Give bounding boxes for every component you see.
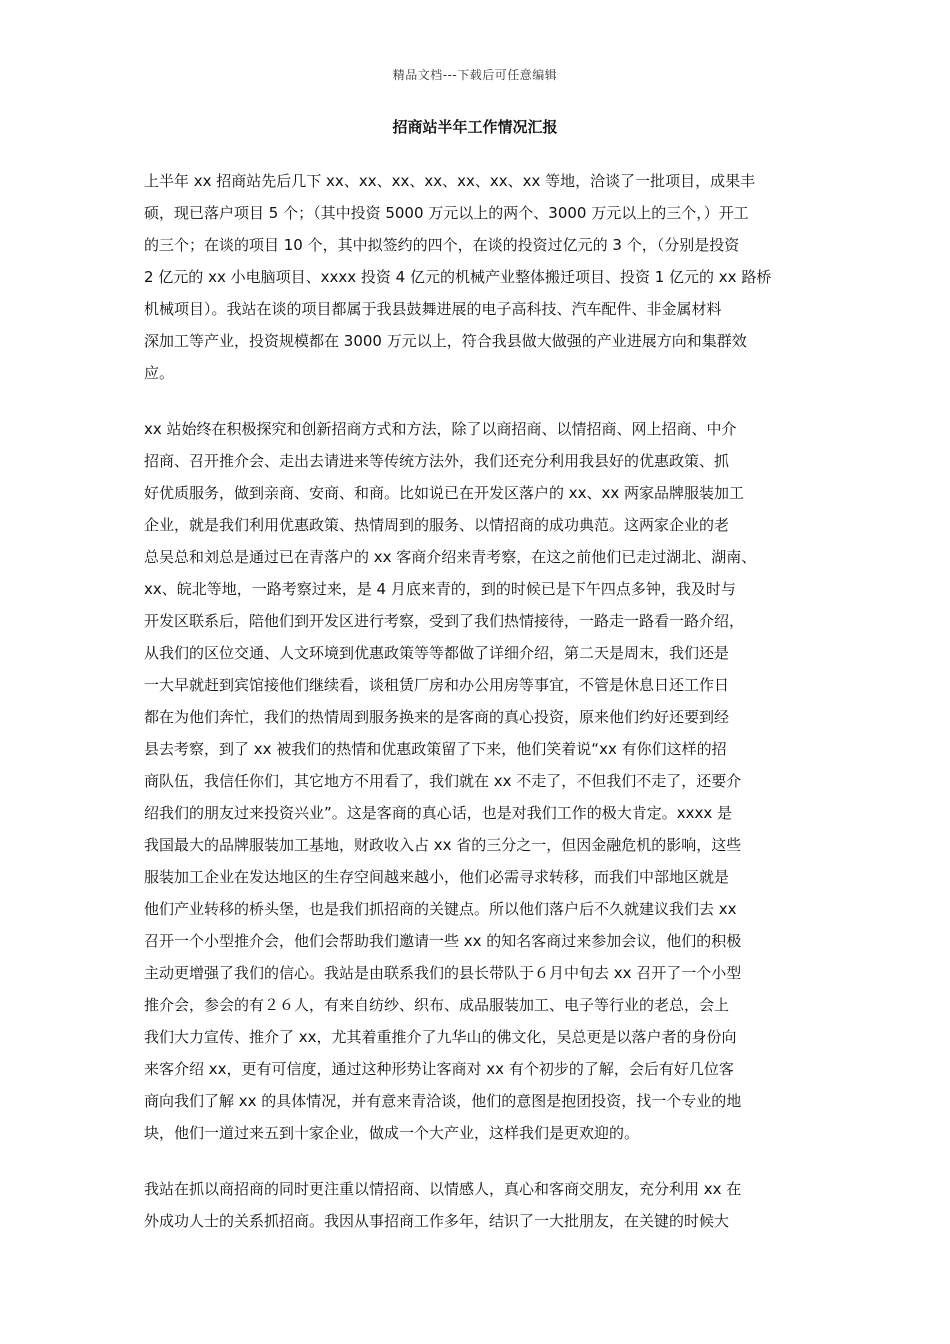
text-line: 绍我们的朋友过来投资兴业”。这是客商的真心话，也是对我们工作的极大肯定。xxxx 是: [144, 804, 733, 822]
text-line: 从我们的区位交通、人文环境到优惠政策等等都做了详细介绍，第二天是周末，我们还是: [144, 644, 730, 662]
text-line: 开发区联系后，陪他们到开发区进行考察，受到了我们热情接待，一路走一路看一路介绍，: [144, 612, 745, 630]
text-line: 招商、召开推介会、走出去请进来等传统方法外，我们还充分利用我县好的优惠政策、抓: [144, 452, 730, 470]
text-line: 好优质服务，做到亲商、安商、和商。比如说已在开发区落户的 xx、xx 两家品牌服装加工: [144, 484, 745, 502]
text-line: 硕，现已落户项目 5 个；（其中投资 5000 万元以上的两个、3000 万元以上的三个，）开工: [144, 204, 749, 222]
text-line: 县去考察，到了 xx 被我们的热情和优惠政策留了下来，他们笑着说“xx 有你们这样的招: [144, 740, 727, 758]
paragraph: [144, 1173, 814, 1237]
text-line: 主动更增强了我们的信心。我站是由联系我们的县长带队于６月中旬去 xx 召开了一个小型: [144, 964, 742, 982]
text-line: 我站在抓以商招商的同时更注重以情招商、以情感人，真心和客商交朋友，充分利用 xx 在: [144, 1180, 742, 1198]
document-body: [144, 165, 814, 1261]
text-line: 的三个；在谈的项目 10 个，其中拟签约的四个，在谈的投资过亿元的 3 个，（分别是投资: [144, 236, 740, 254]
text-line: 总吴总和刘总是通过已在青落户的 xx 客商介绍来青考察，在这之前他们已走过湖北、湖南、: [144, 548, 757, 566]
text-line: 2 亿元的 xx 小电脑项目、xxxx 投资 4 亿元的机械产业整体搬迁项目、投资 1 亿元的 xx 路桥: [144, 268, 772, 286]
text-line: 深加工等产业，投资规模都在 3000 万元以上，符合我县做大做强的产业进展方向和集群效: [144, 332, 747, 350]
paragraph: [144, 413, 814, 1149]
text-line: 商队伍，我信任你们，其它地方不用看了，我们就在 xx 不走了，不但我们不走了，还要介: [144, 772, 742, 790]
header-note: 精品文档---下载后可任意编辑: [392, 68, 558, 82]
text-line: 推介会，参会的有２６人，有来自纺纱、织布、成品服装加工、电子等行业的老总，会上: [144, 996, 730, 1014]
text-line: 应。: [144, 364, 175, 382]
text-line: 召开一个小型推介会，他们会帮助我们邀请一些 xx 的知名客商过来参加会议，他们的积极: [144, 932, 742, 950]
text-line: 商向我们了解 xx 的具体情况，并有意来青洽谈，他们的意图是抱团投资，找一个专业的地: [144, 1092, 742, 1110]
text-line: 他们产业转移的桥头堡，也是我们抓招商的关键点。所以他们落户后不久就建议我们去 xx: [144, 900, 737, 918]
text-line: 服装加工企业在发达地区的生存空间越来越小，他们必需寻求转移，而我们中部地区就是: [144, 868, 730, 886]
text-line: 企业，就是我们利用优惠政策、热情周到的服务、以情招商的成功典范。这两家企业的老: [144, 516, 730, 534]
text-line: 一大早就赶到宾馆接他们继续看，谈租赁厂房和办公用房等事宜，不管是休息日还工作日: [144, 676, 730, 694]
text-line: 块，他们一道过来五到十家企业，做成一个大产业，这样我们是更欢迎的。: [144, 1124, 640, 1142]
text-line: xx 站始终在积极探究和创新招商方式和方法，除了以商招商、以情招商、网上招商、中介: [144, 420, 737, 438]
text-line: 来客介绍 xx，更有可信度，通过这种形势让客商对 xx 有个初步的了解，会后有好几位客: [144, 1060, 734, 1078]
text-line: 机械项目）。我站在谈的项目都属于我县鼓舞进展的电子高科技、汽车配件、非金属材料: [144, 300, 722, 318]
paragraph: [144, 165, 814, 389]
text-line: xx、皖北等地，一路考察过来，是 4 月底来青的，到的时候已是下午四点多钟，我及时与: [144, 580, 736, 598]
text-line: 我们大力宣传、推介了 xx，尤其着重推介了九华山的佛文化，吴总更是以落户者的身份向: [144, 1028, 737, 1046]
text-line: 我国最大的品牌服装加工基地，财政收入占 xx 省的三分之一，但因金融危机的影响，这些: [144, 836, 742, 854]
text-line: 都在为他们奔忙，我们的热情周到服务换来的是客商的真心投资，原来他们约好还要到经: [144, 708, 730, 726]
text-line: 外成功人士的关系抓招商。我因从事招商工作多年，结识了一大批朋友，在关键的时候大: [144, 1212, 730, 1230]
document-title: 招商站半年工作情况汇报: [392, 118, 558, 136]
text-line: 上半年 xx 招商站先后几下 xx、xx、xx、xx、xx、xx、xx 等地，洽谈了一批项目，成果丰: [144, 172, 756, 190]
